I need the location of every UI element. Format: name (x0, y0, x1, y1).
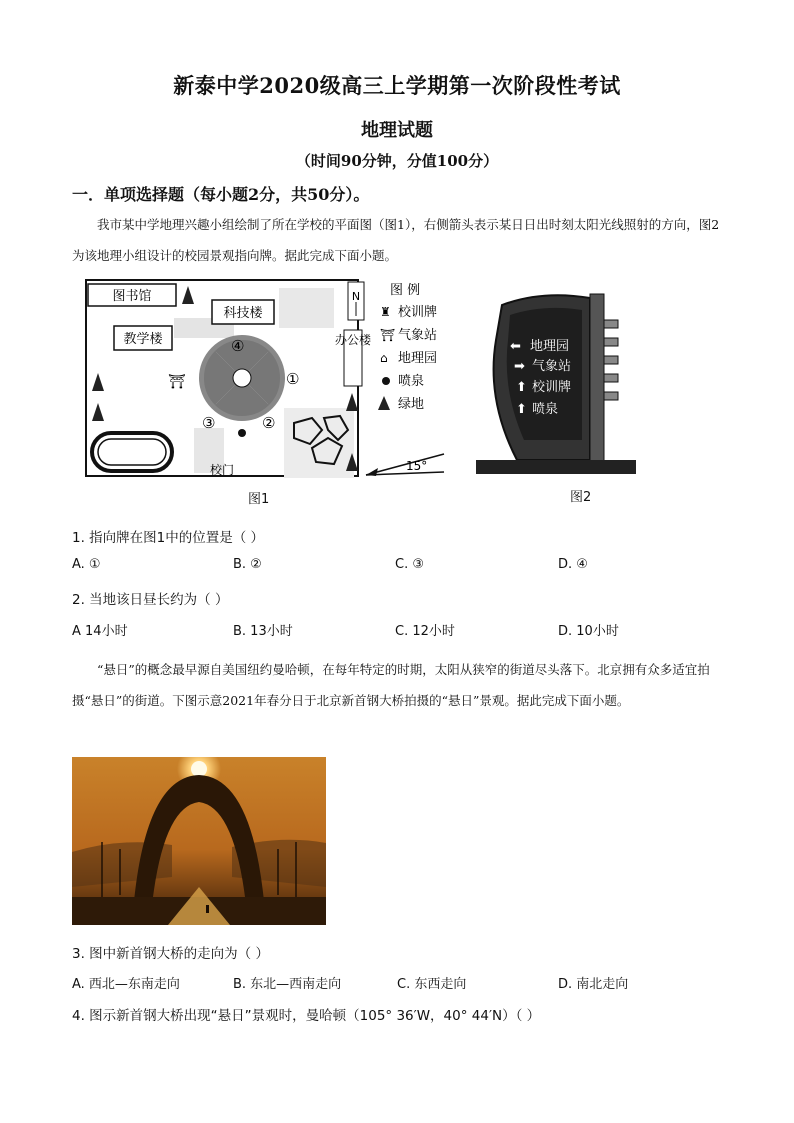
legend-green-icon (378, 396, 390, 410)
position-2: ② (262, 414, 276, 432)
sign-arrow-left-icon: ⬅ (510, 339, 521, 354)
question-3: 3. 图中新首钢大桥的走向为（ ） (72, 946, 269, 962)
exam-title: 新泰中学2020级高三上学期第一次阶段性考试 (173, 73, 621, 98)
figure2-caption: 图2 (570, 490, 592, 505)
q2-option-c: C. 12小时 (395, 624, 455, 639)
sign-arrow-up-icon-2: ⬆ (516, 402, 527, 417)
sign-weather: 气象站 (532, 359, 572, 374)
legend-title: 图 例 (390, 283, 421, 298)
legend-item-motto: 校训牌 (398, 305, 438, 320)
position-4: ④ (231, 337, 245, 355)
question-1: 1. 指向牌在图1中的位置是（ ） (72, 530, 265, 546)
science-building-label: 科技楼 (223, 306, 263, 321)
q2-option-a: A 14小时 (72, 624, 128, 639)
sign-motto: 校训牌 (532, 380, 572, 395)
legend-motto-icon: ♜ (380, 305, 391, 319)
position-1: ① (286, 370, 300, 388)
exam-meta: （时间90分钟，分值100分） (295, 152, 499, 170)
figure1-caption: 图1 (248, 492, 270, 507)
sign-fountain: 喷泉 (532, 402, 559, 417)
legend-fountain-icon (382, 377, 390, 385)
sign-arrow-right-icon: ➡ (514, 359, 525, 374)
question-2: 2. 当地该日昼长约为（ ） (72, 592, 229, 608)
q1-option-d: D. ④ (558, 557, 588, 572)
q3-option-b: B. 东北—西南走向 (233, 977, 342, 992)
legend-weather-icon: ⛩ (380, 328, 396, 342)
figure2-sign (472, 290, 644, 478)
q3-option-c: C. 东西走向 (397, 977, 467, 992)
q2-option-b: B. 13小时 (233, 624, 293, 639)
figure1-school-map (84, 278, 462, 483)
position-3: ③ (202, 414, 216, 432)
q2-option-d: D. 10小时 (558, 624, 619, 639)
legend-item-fountain: 喷泉 (398, 374, 425, 389)
intro-paragraph: 我市某中学地理兴趣小组绘制了所在学校的平面图（图1），右侧箭头表示某日日出时刻太阳光线照射的方向，图2为该地理小组设计的校园景观指向牌。据此完成下面小题。 (72, 217, 720, 263)
north-label: N (351, 290, 361, 303)
teaching-building-label: 教学楼 (123, 332, 163, 347)
legend-item-green: 绿地 (398, 397, 425, 412)
legend-item-weather: 气象站 (398, 328, 438, 343)
question-4: 4. 图示新首钢大桥出现“悬日”景观时，曼哈顿（105° 36′W，40° 44′N）（ ） (72, 1008, 541, 1024)
q1-option-b: B. ② (233, 557, 262, 572)
sun-angle-label: 15° (406, 459, 428, 473)
q3-option-d: D. 南北走向 (558, 977, 629, 992)
sign-geo-garden: 地理园 (530, 339, 570, 354)
q1-option-a: A. ① (72, 557, 101, 572)
bridge-sunset-photo (72, 757, 326, 925)
office-label: 办公楼 (334, 333, 372, 347)
gate-label: 校门 (209, 463, 235, 477)
q3-option-a: A. 西北—东南走向 (72, 977, 180, 992)
q1-option-c: C. ③ (395, 557, 424, 572)
fountain-dot (238, 429, 246, 437)
library-label: 图书馆 (112, 289, 152, 304)
legend-item-garden: 地理园 (398, 351, 438, 366)
sign-arrow-up-icon: ⬆ (516, 380, 527, 395)
legend-garden-icon: ⌂ (380, 351, 388, 365)
weather-station-icon: ⛩ (168, 374, 186, 390)
passage-2: “悬日”的概念最早源自美国纽约曼哈顿，在每年特定的时期，太阳从狭窄的街道尽头落下。北京拥有众多适宜拍摄“悬日”的街道。下图示意2021年春分日于北京新首钢大桥拍摄的“悬日”景观。据此完成下面小题。 (72, 662, 710, 708)
section-heading: 一．单项选择题（每小题2分，共50分）。 (72, 185, 370, 204)
subject-title: 地理试题 (361, 120, 433, 141)
